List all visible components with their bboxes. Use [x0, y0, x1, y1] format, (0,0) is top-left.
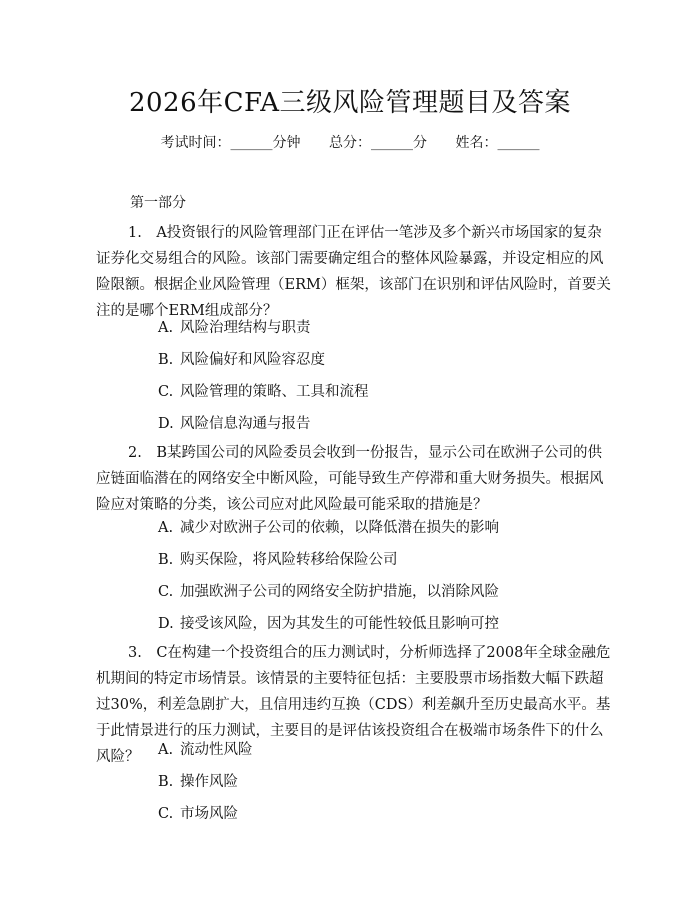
- option-text: 风险管理的策略、工具和流程: [180, 384, 369, 400]
- option-text: 减少对欧洲子公司的依赖，以降低潜在损失的影响: [180, 520, 499, 536]
- option-text: 风险偏好和风险容忍度: [180, 352, 325, 368]
- option-text: 市场风险: [180, 806, 238, 822]
- question-2-option-c: [158, 580, 499, 601]
- question-3-text: 3. C在构建一个投资组合的压力测试时，分析师选择了2008年全球金融危机期间的特定市场情景。该情景的主要特征包括：主要股票市场指数大幅下跌超过30%，利差急剧扩大，且信用违约互换（CDS）利差飙升至历史最高水平。基于此情景进行的压力测试，主要目的是评估该投资组合在极端市场条件下的什么风险？: [96, 645, 611, 765]
- question-2-option-a: [158, 516, 499, 537]
- option-letter: B.: [158, 774, 174, 790]
- question-2-text: 2. B某跨国公司的风险委员会收到一份报告，显示公司在欧洲子公司的供应链面临潜在的网络安全中断风险，可能导致生产停滞和重大财务损失。根据风险应对策略的分类，该公司应对此风险最可能采取的措施是？: [96, 445, 604, 513]
- option-letter: C.: [158, 806, 174, 822]
- question-1-option-b: [158, 348, 325, 369]
- option-letter: B.: [158, 352, 174, 368]
- option-text: 购买保险，将风险转移给保险公司: [180, 552, 398, 568]
- section-heading: 第一部分: [130, 195, 186, 211]
- option-text: 接受该风险，因为其发生的可能性较低且影响可控: [180, 616, 499, 632]
- question-2-option-d: [158, 612, 499, 633]
- exam-meta: [0, 132, 700, 152]
- exam-name: 姓名：______: [455, 135, 540, 151]
- option-text: 操作风险: [180, 774, 238, 790]
- option-text: 风险治理结构与职责: [180, 320, 311, 336]
- question-1-option-a: [158, 316, 311, 337]
- document-title: 2026年CFA三级风险管理题目及答案: [128, 88, 572, 118]
- option-text: 加强欧洲子公司的网络安全防护措施，以消除风险: [180, 584, 499, 600]
- option-letter: A.: [158, 742, 174, 758]
- question-3-option-c: [158, 802, 238, 823]
- question-3-option-a: [158, 738, 253, 759]
- question-2-option-b: [158, 548, 398, 569]
- option-letter: C.: [158, 584, 174, 600]
- exam-time: 考试时间：______分钟: [160, 135, 301, 151]
- option-letter: B.: [158, 552, 174, 568]
- option-letter: A.: [158, 320, 174, 336]
- question-3-option-b: [158, 770, 238, 791]
- option-letter: A.: [158, 520, 174, 536]
- option-text: 风险信息沟通与报告: [180, 416, 311, 432]
- exam-score: 总分：______分: [329, 135, 427, 151]
- option-letter: D.: [158, 416, 174, 432]
- question-1-text: 1. A投资银行的风险管理部门正在评估一笔涉及多个新兴市场国家的复杂证券化交易组合的风险。该部门需要确定组合的整体风险暴露，并设定相应的风险限额。根据企业风险管理（ERM）框架，该部门在识别和评估风险时，首要关注的是哪个ERM组成部分？: [96, 225, 611, 319]
- question-1-option-c: [158, 380, 369, 401]
- question-1-option-d: [158, 412, 311, 433]
- option-letter: C.: [158, 384, 174, 400]
- option-text: 流动性风险: [180, 742, 253, 758]
- option-letter: D.: [158, 616, 174, 632]
